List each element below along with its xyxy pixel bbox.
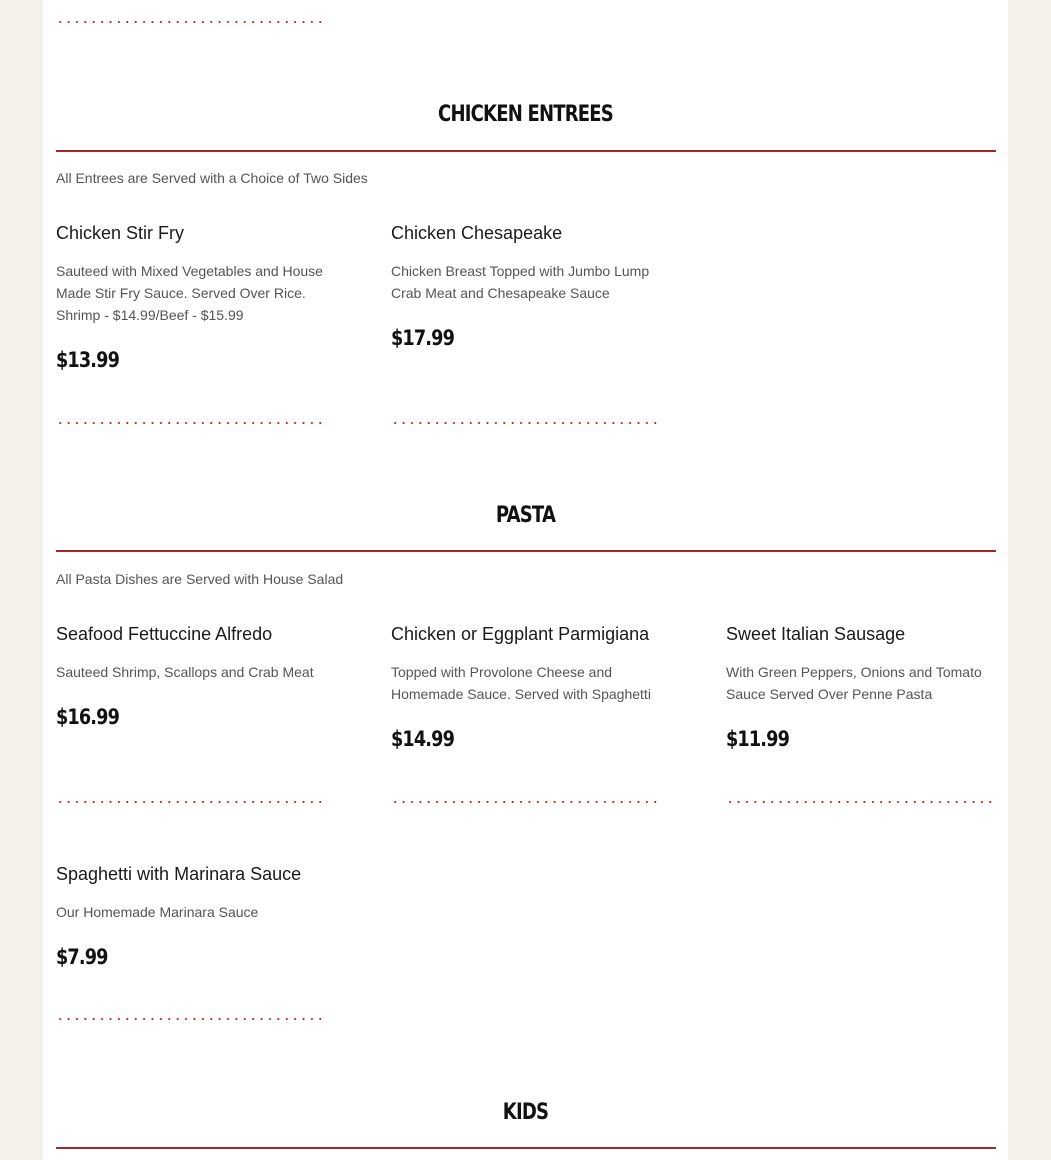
menu-page [43,0,1008,1160]
section-rule [56,550,996,552]
item-price: $16.99 [56,705,120,729]
section-note: All Pasta Dishes are Served with House Salad [56,571,344,587]
item-description: With Green Peppers, Onions and Tomato Sauce Served Over Penne Pasta [726,664,982,702]
item-name: Chicken Chesapeake [391,223,563,243]
item-divider [391,421,661,425]
section-rule [56,1147,996,1149]
item-divider [56,800,326,804]
section-title: KIDS [502,1100,549,1125]
item-description: Sauteed with Mixed Vegetables and House Made Stir Fry Sauce. Served Over Rice. Shrimp - $14.99/Beef - $15.99 [56,263,323,323]
section-title: PASTA [495,503,556,528]
item-divider [56,421,326,425]
item-name: Spaghetti with Marinara Sauce [56,864,302,884]
section-title: CHICKEN ENTREES [438,102,613,127]
item-divider [726,800,996,804]
item-description: Our Homemade Marinara Sauce [56,904,259,920]
item-name: Chicken or Eggplant Parmigiana [391,624,650,644]
section-note: All Entrees are Served with a Choice of Two Sides [56,170,368,186]
item-divider [391,800,661,804]
section-rule [56,150,996,152]
item-price: $13.99 [56,348,120,372]
item-price: $17.99 [391,326,455,350]
item-price: $11.99 [726,727,790,751]
item-description: Topped with Provolone Cheese and Homemade Sauce. Served with Spaghetti [391,664,651,702]
item-name: Chicken Stir Fry [56,223,185,243]
item-price: $7.99 [56,945,108,969]
item-description: Chicken Breast Topped with Jumbo Lump Crab Meat and Chesapeake Sauce [391,263,650,301]
item-name: Seafood Fettuccine Alfredo [56,624,273,644]
item-divider [56,20,326,24]
item-name: Sweet Italian Sausage [726,624,906,644]
item-divider [56,1017,326,1021]
item-price: $14.99 [391,727,455,751]
item-description: Sauteed Shrimp, Scallops and Crab Meat [56,664,314,680]
